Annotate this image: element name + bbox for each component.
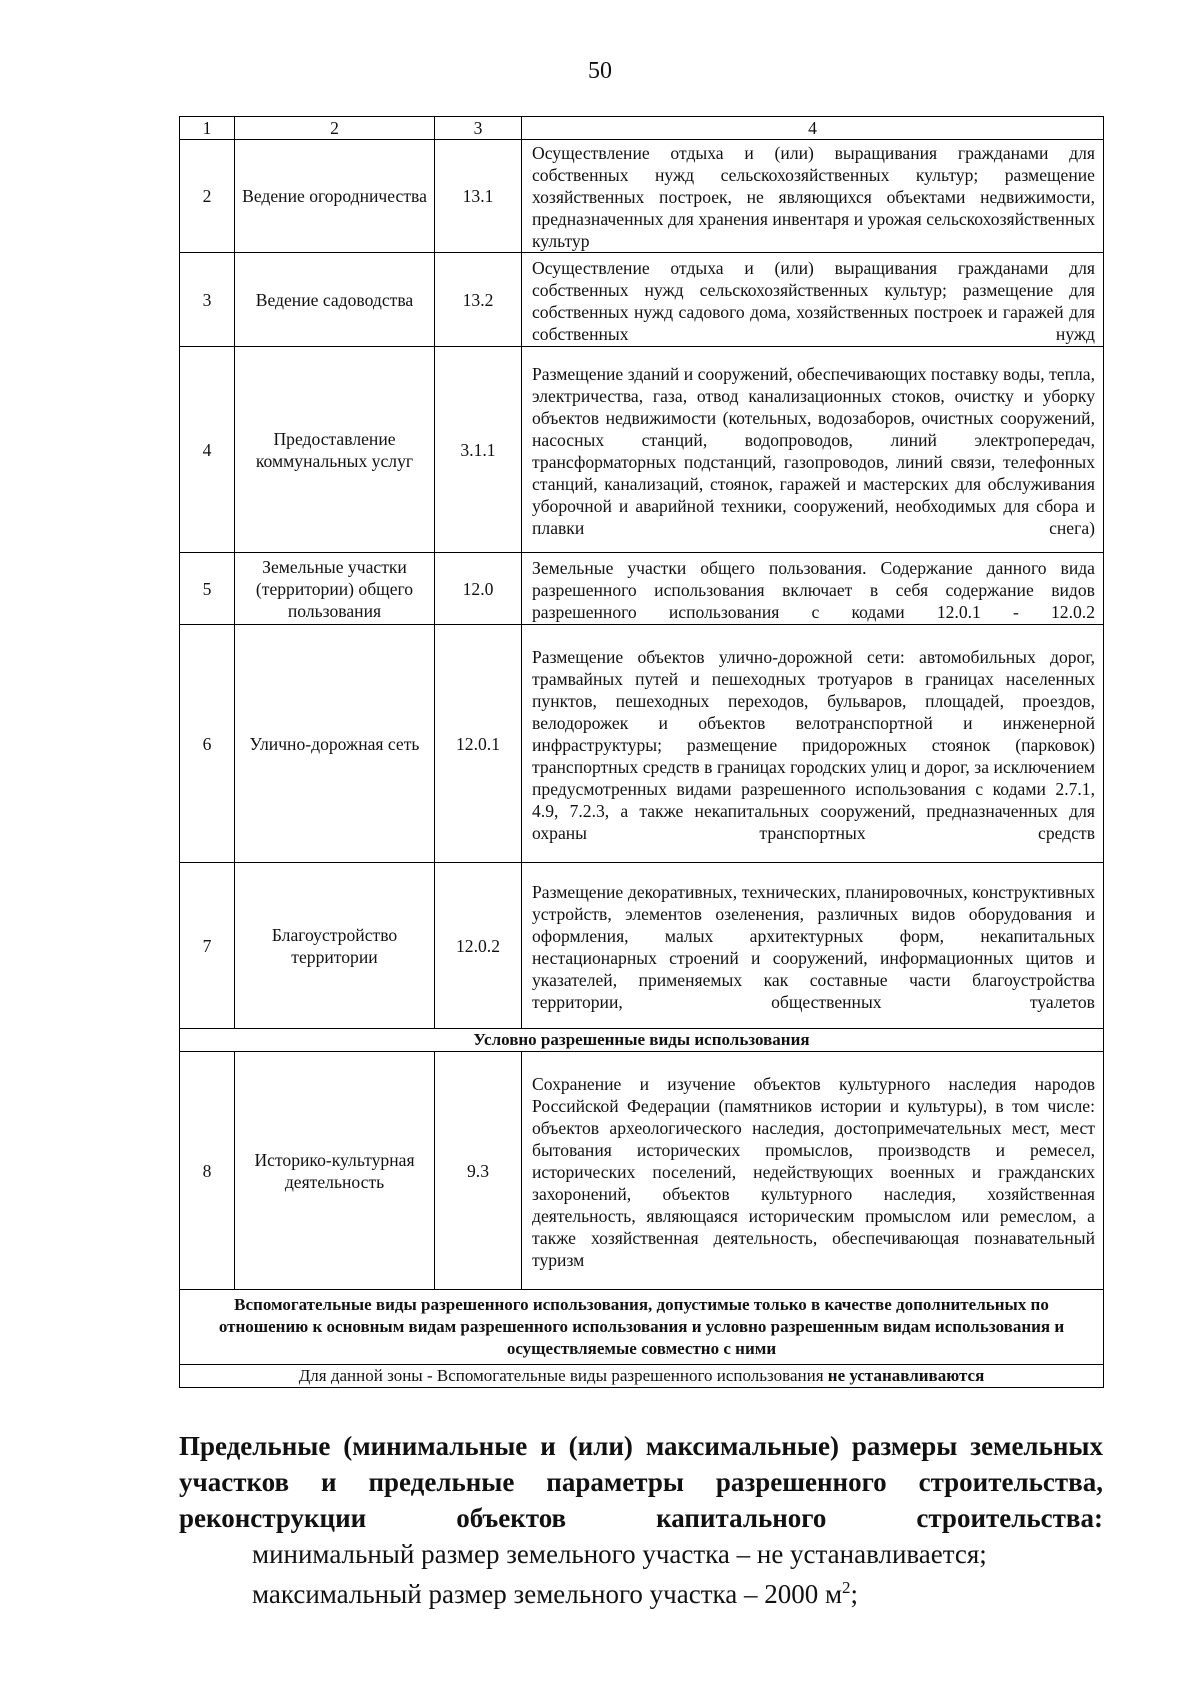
- row-code: 13.2: [435, 253, 522, 347]
- auxiliary-uses-title: Вспомогательные виды разрешенного использования, допустимые только в качестве дополнительных по отношению к основным видам разрешенного использования и условно разрешенным видам использования и осуществляемые совместно с ними: [180, 1290, 1104, 1365]
- row-description: Размещение объектов улично-дорожной сети: автомобильных дорог, трамвайных путей и пешеходных тротуаров в границах населенных пунктов, пешеходных переходов, бульваров, площадей, проездов, велодорожек и объектов велотранспортной и инженерной инфраструктуры; размещение придорожных стоянок (парковок) транспортных средств в границах городских улиц и дорог, за исключением предусмотренных видами разрешенного использования с кодами 2.7.1, 4.9, 7.2.3, а также некапитальных сооружений, предназначенных для охраны транспортных средств: [522, 625, 1104, 863]
- min-plot-size: минимальный размер земельного участка – не устанавливается;: [252, 1539, 987, 1569]
- row-description: Размещение зданий и сооружений, обеспечивающих поставку воды, тепла, электричества, газа, отвод канализационных стоков, очистку и уборку объектов недвижимости (котельных, водозаборов, очистных сооружений, насосных станций, водопроводов, линий электропередач, трансформаторных подстанций, газопроводов, линий связи, телефонных станций, канализаций, стоянок, гаражей и мастерских для обслуживания уборочной и аварийной техники, сооружений, необходимых для сбора и плавки снега): [522, 347, 1104, 553]
- header-col-3: 3: [435, 117, 522, 140]
- row-description: Сохранение и изучение объектов культурного наследия народов Российской Федерации (памятников истории и культуры), в том числе: объектов археологического наследия, достопримечательных мест, мест бытования исторических промыслов, производств и ремесел, исторических поселений, недействующих военных и гражданских захоронений, объектов культурного наследия, хозяйственная деятельность, являющаяся историческим промыслом или ремеслом, а также хозяйственная деятельность, обеспечивающая познавательный туризм: [522, 1052, 1104, 1290]
- row-description: Размещение декоративных, технических, планировочных, конструктивных устройств, элементов озеленения, различных видов оборудования и оформления, малых архитектурных форм, некапитальных нестационарных строений и сооружений, информационных щитов и указателей, применяемых как составные части благоустройства территории, общественных туалетов: [522, 863, 1104, 1029]
- row-number: 2: [180, 140, 235, 253]
- row-number: 4: [180, 347, 235, 553]
- land-use-table: [179, 116, 1104, 1388]
- max-plot-size-text: максимальный размер земельного участка – 2000 м: [252, 1579, 843, 1609]
- table-header-row: [180, 117, 1104, 140]
- row-code: 12.0.1: [435, 625, 522, 863]
- auxiliary-uses-note-row: [180, 1365, 1104, 1388]
- row-description: Осуществление отдыха и (или) выращивания гражданами для собственных нужд сельскохозяйственных культур; размещение хозяйственных построек, не являющихся объектами недвижимости, предназначенных для хранения инвентаря и урожая сельскохозяйственных культур: [522, 140, 1104, 253]
- max-plot-size-end: ;: [850, 1579, 859, 1609]
- table-row: [180, 140, 1104, 253]
- row-code: 12.0: [435, 553, 522, 625]
- auxiliary-note-status: не устанавливаются: [827, 1366, 985, 1385]
- row-number: 7: [180, 863, 235, 1029]
- auxiliary-uses-section-row: [180, 1290, 1104, 1365]
- row-description: Осуществление отдыха и (или) выращивания гражданами для собственных нужд сельскохозяйственных культур; размещение для собственных нужд садового дома, хозяйственных построек и гаражей для собственных нужд: [522, 253, 1104, 347]
- auxiliary-uses-note: [180, 1365, 1104, 1388]
- row-code: 3.1.1: [435, 347, 522, 553]
- conditional-uses-title: Условно разрешенные виды использования: [180, 1029, 1104, 1052]
- row-number: 3: [180, 253, 235, 347]
- row-use-name: Историко-культурная деятельность: [235, 1052, 435, 1290]
- table-row: [180, 553, 1104, 625]
- row-use-name: Предоставление коммунальных услуг: [235, 347, 435, 553]
- row-use-name: Ведение огородничества: [235, 140, 435, 253]
- row-use-name: Ведение садоводства: [235, 253, 435, 347]
- row-use-name: Земельные участки (территории) общего пользования: [235, 553, 435, 625]
- row-description: Земельные участки общего пользования. Содержание данного вида разрешенного использования включает в себя содержание видов разрешенного использования с кодами 12.0.1 - 12.0.2: [522, 553, 1104, 625]
- limits-heading: Предельные (минимальные и (или) максимальные) размеры земельных участков и предельные параметры разрешенного строительства, реконструкции объектов капитального строительства:: [179, 1431, 1103, 1533]
- row-code: 12.0.2: [435, 863, 522, 1029]
- header-col-4: 4: [522, 117, 1104, 140]
- header-col-2: 2: [235, 117, 435, 140]
- page-number: 50: [588, 58, 612, 84]
- row-code: 13.1: [435, 140, 522, 253]
- conditional-uses-section-row: [180, 1029, 1104, 1052]
- auxiliary-note-text: Для данной зоны - Вспомогательные виды разрешенного использования: [298, 1366, 824, 1385]
- table-row: [180, 347, 1104, 553]
- row-use-name: Улично-дорожная сеть: [235, 625, 435, 863]
- header-col-1: 1: [180, 117, 235, 140]
- table-row: [180, 253, 1104, 347]
- row-number: 8: [180, 1052, 235, 1290]
- row-number: 6: [180, 625, 235, 863]
- table-row: [180, 1052, 1104, 1290]
- row-use-name: Благоустройство территории: [235, 863, 435, 1029]
- row-number: 5: [180, 553, 235, 625]
- square-superscript: 2: [842, 1578, 851, 1597]
- table-row: [180, 863, 1104, 1029]
- max-plot-size: [252, 1576, 858, 1612]
- row-code: 9.3: [435, 1052, 522, 1290]
- table-row: [180, 625, 1104, 863]
